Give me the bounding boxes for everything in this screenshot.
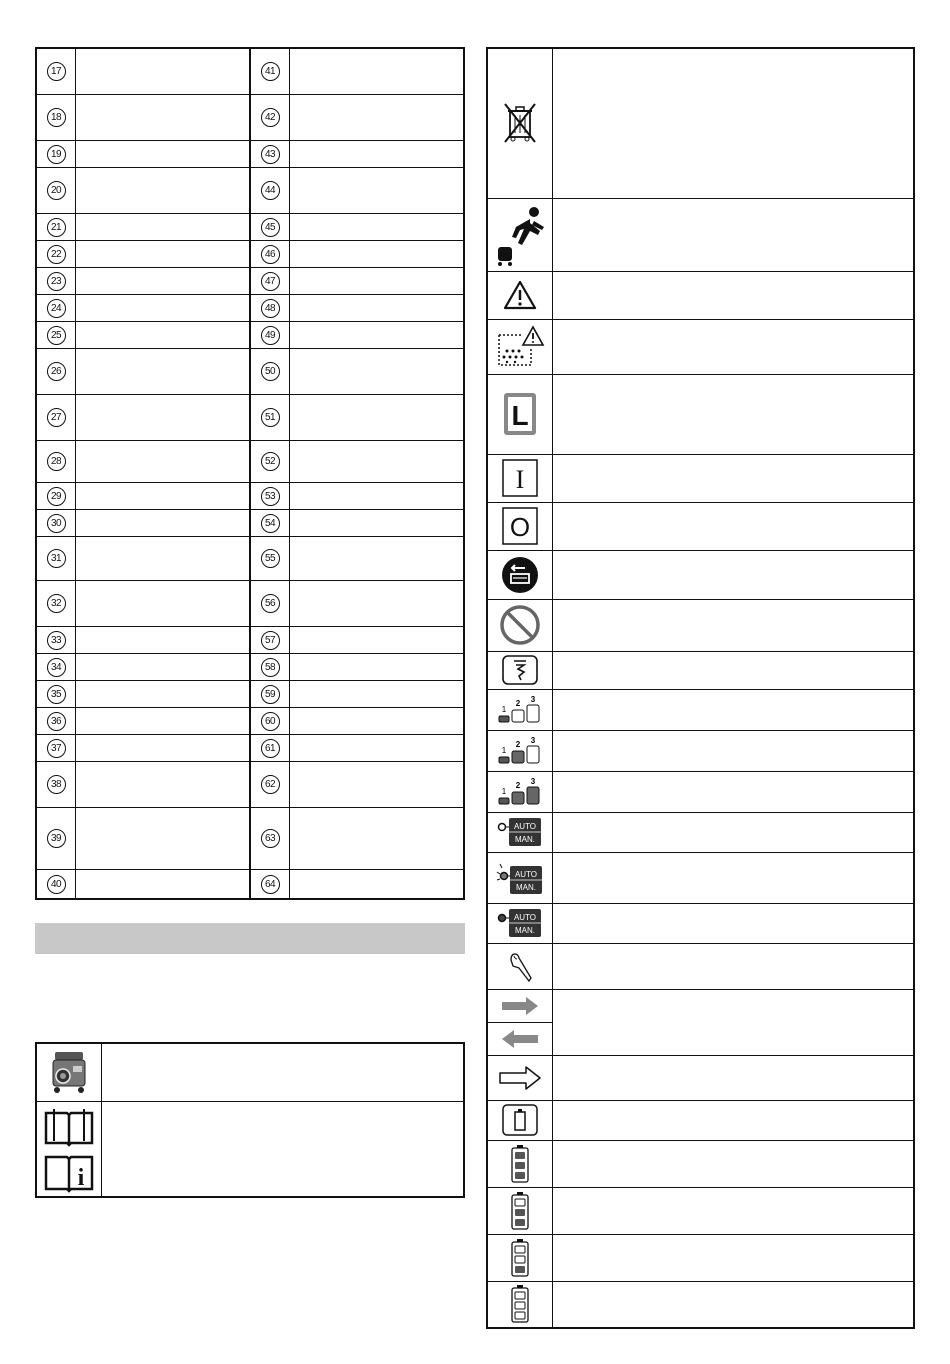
symbol-cell (487, 651, 553, 689)
on-symbol: I (515, 465, 525, 494)
part-description-cell (290, 240, 465, 267)
part-number: 63 (261, 829, 280, 848)
symbol-cell (487, 852, 553, 903)
part-number: 17 (47, 62, 66, 81)
part-number-cell (36, 213, 76, 240)
symbol-row (487, 374, 914, 454)
auto-man-led-on-icon (497, 908, 543, 938)
part-number: 47 (261, 272, 280, 291)
part-number-cell (36, 321, 76, 348)
symbol-description (553, 48, 915, 198)
part-description-cell (290, 321, 465, 348)
symbol-cell (36, 1101, 102, 1197)
part-number-row (36, 734, 464, 761)
part-description-cell (290, 140, 465, 167)
part-number: 61 (261, 739, 280, 758)
symbol-description (553, 989, 915, 1055)
prohibited-icon (499, 604, 541, 646)
part-description-cell (76, 394, 251, 440)
symbol-cell (487, 1055, 553, 1100)
part-number: 29 (47, 487, 66, 506)
part-number-row (36, 482, 464, 509)
symbol-cell (487, 550, 553, 599)
part-number-cell (250, 580, 290, 626)
part-number-cell (250, 394, 290, 440)
symbol-row (487, 771, 914, 812)
part-number: 64 (261, 875, 280, 894)
part-number-row (36, 140, 464, 167)
symbol-description (553, 1140, 915, 1187)
part-number: 39 (47, 829, 66, 848)
part-number: 49 (261, 326, 280, 345)
speed-label-3: 3 (530, 735, 536, 745)
speed-label-1: 1 (501, 786, 507, 796)
part-number-cell (36, 48, 76, 94)
man-label: MAN. (515, 926, 535, 935)
symbol-cell (487, 903, 553, 943)
part-description-cell (290, 626, 465, 653)
symbol-description (553, 271, 915, 319)
filter-cleaning-icon (502, 655, 538, 685)
part-number: 44 (261, 181, 280, 200)
part-description-cell (290, 509, 465, 536)
part-number-row (36, 807, 464, 869)
part-number-row (36, 707, 464, 734)
part-description-cell (290, 267, 465, 294)
part-number-row (36, 348, 464, 394)
part-description-cell (290, 807, 465, 869)
symbol-cell (487, 730, 553, 771)
part-number: 46 (261, 245, 280, 264)
symbol-description (102, 1101, 465, 1197)
symbol-description (553, 651, 915, 689)
symbol-row (487, 1234, 914, 1281)
symbol-description (553, 374, 915, 454)
part-number: 18 (47, 108, 66, 127)
part-number-cell (36, 94, 76, 140)
symbol-row (487, 689, 914, 730)
part-number-row (36, 167, 464, 213)
part-number: 62 (261, 775, 280, 794)
symbol-row (487, 599, 914, 651)
part-description-cell (76, 267, 251, 294)
part-number-cell (36, 509, 76, 536)
symbol-description (553, 903, 915, 943)
symbol-row (487, 1100, 914, 1140)
crossed-bin-weee-icon (502, 101, 538, 145)
dust-class-letter: L (511, 400, 529, 431)
part-number-row (36, 213, 464, 240)
part-number-cell (36, 267, 76, 294)
symbol-row (487, 812, 914, 852)
part-number: 26 (47, 362, 66, 381)
part-number-cell (36, 807, 76, 869)
info-letter: i (77, 1164, 85, 1191)
part-number-cell (36, 626, 76, 653)
symbol-cell (36, 1043, 102, 1101)
part-description-cell (76, 734, 251, 761)
auto-label: AUTO (513, 822, 537, 831)
symbol-cell (487, 1187, 553, 1234)
symbol-cell (487, 374, 553, 454)
part-description-cell (76, 482, 251, 509)
part-number-cell (250, 482, 290, 509)
part-description-cell (76, 213, 251, 240)
speed-label-3: 3 (530, 776, 536, 786)
part-number: 55 (261, 549, 280, 568)
part-number-table (35, 47, 465, 900)
part-number: 28 (47, 452, 66, 471)
part-number-cell (250, 94, 290, 140)
battery-one-third-icon (510, 1238, 530, 1278)
part-number-cell (36, 294, 76, 321)
symbol-description (553, 319, 915, 374)
part-number-cell (36, 680, 76, 707)
symbol-cell (487, 1281, 553, 1328)
part-description-cell (290, 869, 465, 899)
part-number-row (36, 240, 464, 267)
part-number: 36 (47, 712, 66, 731)
section-header-bar (35, 923, 465, 954)
symbol-row (487, 1281, 914, 1328)
part-number: 23 (47, 272, 66, 291)
part-number: 58 (261, 658, 280, 677)
part-number: 41 (261, 62, 280, 81)
part-description-cell (76, 707, 251, 734)
speed-label-1: 1 (501, 704, 507, 714)
speed-label-3: 3 (530, 694, 536, 704)
auto-man-led-blinking-icon (496, 860, 544, 896)
part-number-cell (36, 761, 76, 807)
warning-triangle-icon (503, 280, 537, 310)
power-on-icon (502, 459, 538, 497)
symbol-description (553, 1055, 915, 1100)
right-symbol-table (486, 47, 915, 1329)
part-description-cell (76, 869, 251, 899)
part-number-row (36, 509, 464, 536)
part-number-cell (250, 213, 290, 240)
part-number-cell (250, 240, 290, 267)
symbol-description (553, 1234, 915, 1281)
symbol-row (487, 852, 914, 903)
symbol-description (553, 454, 915, 502)
part-number: 20 (47, 181, 66, 200)
part-description-cell (76, 48, 251, 94)
part-number-row (36, 294, 464, 321)
part-number: 54 (261, 514, 280, 533)
outline-arrow-right-icon (498, 1066, 542, 1090)
remove-battery-icon (501, 556, 539, 594)
part-number-cell (250, 140, 290, 167)
part-number-cell (250, 267, 290, 294)
speed-label-1: 1 (501, 745, 507, 755)
symbol-row (36, 1043, 464, 1101)
arrow-right-icon (500, 996, 540, 1016)
symbol-cell (487, 812, 553, 852)
part-description-cell (290, 294, 465, 321)
off-symbol: O (509, 512, 531, 542)
symbol-row (487, 319, 914, 374)
part-number: 21 (47, 218, 66, 237)
part-number-cell (36, 707, 76, 734)
battery-full-icon (510, 1144, 530, 1184)
part-number-cell (36, 348, 76, 394)
symbol-row (487, 1187, 914, 1234)
part-description-cell (76, 807, 251, 869)
part-number-row (36, 653, 464, 680)
battery-icon (502, 1104, 538, 1136)
symbol-cell (487, 1100, 553, 1140)
part-description-cell (76, 140, 251, 167)
part-number-cell (36, 734, 76, 761)
symbol-description (553, 502, 915, 550)
part-number: 51 (261, 408, 280, 427)
symbol-description (553, 1281, 915, 1328)
symbol-description (102, 1043, 465, 1101)
part-description-cell (290, 348, 465, 394)
part-description-cell (76, 440, 251, 482)
symbol-row (487, 271, 914, 319)
part-description-cell (290, 707, 465, 734)
symbol-cell (487, 1234, 553, 1281)
part-description-cell (290, 167, 465, 213)
speed-label-2: 2 (515, 698, 521, 708)
part-description-cell (290, 482, 465, 509)
part-number: 30 (47, 514, 66, 533)
part-description-cell (76, 536, 251, 580)
symbol-cell (487, 271, 553, 319)
symbol-description (553, 689, 915, 730)
symbol-row (487, 943, 914, 989)
part-number-row (36, 267, 464, 294)
part-number: 53 (261, 487, 280, 506)
dust-class-l-icon (502, 391, 538, 437)
part-number-row (36, 536, 464, 580)
power-off-icon (502, 507, 538, 545)
speed-level-3-icon (497, 777, 543, 807)
symbol-row (487, 198, 914, 271)
part-number-cell (250, 807, 290, 869)
part-number-row (36, 761, 464, 807)
part-description-cell (290, 680, 465, 707)
part-number-cell (250, 869, 290, 899)
symbol-cell (487, 599, 553, 651)
part-number: 37 (47, 739, 66, 758)
symbol-cell (487, 502, 553, 550)
part-number-cell (250, 680, 290, 707)
symbol-cell (487, 1022, 553, 1055)
tip-over-hazard-icon (494, 203, 546, 267)
vacuum-cleaner-icon (47, 1048, 91, 1096)
part-number-cell (36, 653, 76, 680)
part-number-row (36, 48, 464, 94)
part-number: 45 (261, 218, 280, 237)
symbol-description (553, 198, 915, 271)
part-description-cell (76, 580, 251, 626)
part-description-cell (76, 348, 251, 394)
part-number-cell (250, 48, 290, 94)
part-description-cell (76, 167, 251, 213)
symbol-cell (487, 1140, 553, 1187)
symbol-row (487, 502, 914, 550)
part-number: 60 (261, 712, 280, 731)
part-number: 31 (47, 549, 66, 568)
part-number: 27 (47, 408, 66, 427)
part-number: 35 (47, 685, 66, 704)
dust-hazard-icon (495, 325, 545, 369)
symbol-cell (487, 454, 553, 502)
part-description-cell (290, 48, 465, 94)
part-number-cell (250, 348, 290, 394)
symbol-cell (487, 319, 553, 374)
read-manual-icon (42, 1105, 96, 1193)
part-number-cell (250, 734, 290, 761)
symbol-row (487, 1055, 914, 1100)
symbol-row (487, 651, 914, 689)
part-description-cell (76, 761, 251, 807)
symbol-row (487, 48, 914, 198)
symbol-description (553, 599, 915, 651)
part-number-row (36, 580, 464, 626)
symbol-cell (487, 48, 553, 198)
auto-label: AUTO (513, 913, 537, 922)
part-number: 50 (261, 362, 280, 381)
part-number-cell (36, 167, 76, 213)
part-number-row (36, 626, 464, 653)
part-number: 59 (261, 685, 280, 704)
part-number: 32 (47, 594, 66, 613)
part-number-cell (250, 761, 290, 807)
part-description-cell (290, 653, 465, 680)
part-description-cell (290, 536, 465, 580)
symbol-description (553, 812, 915, 852)
arrow-left-icon (500, 1029, 540, 1049)
left-symbol-table (35, 1042, 465, 1198)
part-number-cell (36, 394, 76, 440)
part-number: 57 (261, 631, 280, 650)
part-description-cell (76, 509, 251, 536)
symbol-cell (487, 989, 553, 1022)
symbol-row (487, 989, 914, 1022)
part-description-cell (76, 94, 251, 140)
battery-two-thirds-icon (510, 1191, 530, 1231)
part-number: 19 (47, 145, 66, 164)
part-number: 25 (47, 326, 66, 345)
symbol-row (487, 730, 914, 771)
symbol-description (553, 730, 915, 771)
symbol-cell (487, 771, 553, 812)
part-number-cell (36, 869, 76, 899)
part-number: 43 (261, 145, 280, 164)
symbol-cell (487, 943, 553, 989)
man-label: MAN. (516, 882, 536, 892)
part-number-cell (36, 536, 76, 580)
part-number: 33 (47, 631, 66, 650)
part-number-cell (250, 653, 290, 680)
part-description-cell (76, 626, 251, 653)
symbol-cell (487, 198, 553, 271)
part-description-cell (290, 213, 465, 240)
part-description-cell (290, 761, 465, 807)
part-description-cell (76, 240, 251, 267)
part-number-row (36, 94, 464, 140)
symbol-description (553, 771, 915, 812)
part-description-cell (76, 653, 251, 680)
part-number-cell (36, 140, 76, 167)
part-description-cell (76, 321, 251, 348)
part-number-cell (250, 536, 290, 580)
battery-empty-icon (510, 1284, 530, 1324)
part-number: 34 (47, 658, 66, 677)
part-number-row (36, 440, 464, 482)
part-number-row (36, 394, 464, 440)
part-number: 52 (261, 452, 280, 471)
part-number-cell (250, 626, 290, 653)
part-number: 42 (261, 108, 280, 127)
part-number: 38 (47, 775, 66, 794)
symbol-description (553, 1100, 915, 1140)
part-number-cell (36, 440, 76, 482)
part-number: 56 (261, 594, 280, 613)
part-number: 22 (47, 245, 66, 264)
symbol-description (553, 943, 915, 989)
part-description-cell (290, 394, 465, 440)
part-number-row (36, 321, 464, 348)
part-number: 24 (47, 299, 66, 318)
part-number: 48 (261, 299, 280, 318)
symbol-row (487, 454, 914, 502)
part-description-cell (76, 294, 251, 321)
finger-press-icon (505, 948, 535, 984)
symbol-description (553, 852, 915, 903)
part-number-cell (250, 707, 290, 734)
part-number: 40 (47, 875, 66, 894)
part-number-cell (250, 167, 290, 213)
auto-label: AUTO (514, 869, 538, 879)
part-description-cell (290, 734, 465, 761)
speed-label-2: 2 (515, 739, 521, 749)
speed-level-1-icon (497, 695, 543, 725)
symbol-row (487, 550, 914, 599)
symbol-row (487, 1140, 914, 1187)
part-number-cell (250, 321, 290, 348)
symbol-cell (487, 689, 553, 730)
symbol-row (36, 1101, 464, 1197)
part-number-cell (250, 509, 290, 536)
auto-man-led-off-icon (497, 817, 543, 847)
speed-level-2-icon (497, 736, 543, 766)
part-number-row (36, 869, 464, 899)
part-number-cell (36, 580, 76, 626)
part-description-cell (290, 580, 465, 626)
man-label: MAN. (515, 835, 535, 844)
symbol-description (553, 550, 915, 599)
speed-label-2: 2 (515, 780, 521, 790)
part-number-cell (36, 240, 76, 267)
part-number-row (36, 680, 464, 707)
part-description-cell (290, 440, 465, 482)
part-number-cell (250, 440, 290, 482)
part-number-cell (250, 294, 290, 321)
symbol-description (553, 1187, 915, 1234)
symbol-row (487, 903, 914, 943)
part-number-cell (36, 482, 76, 509)
part-description-cell (290, 94, 465, 140)
part-description-cell (76, 680, 251, 707)
